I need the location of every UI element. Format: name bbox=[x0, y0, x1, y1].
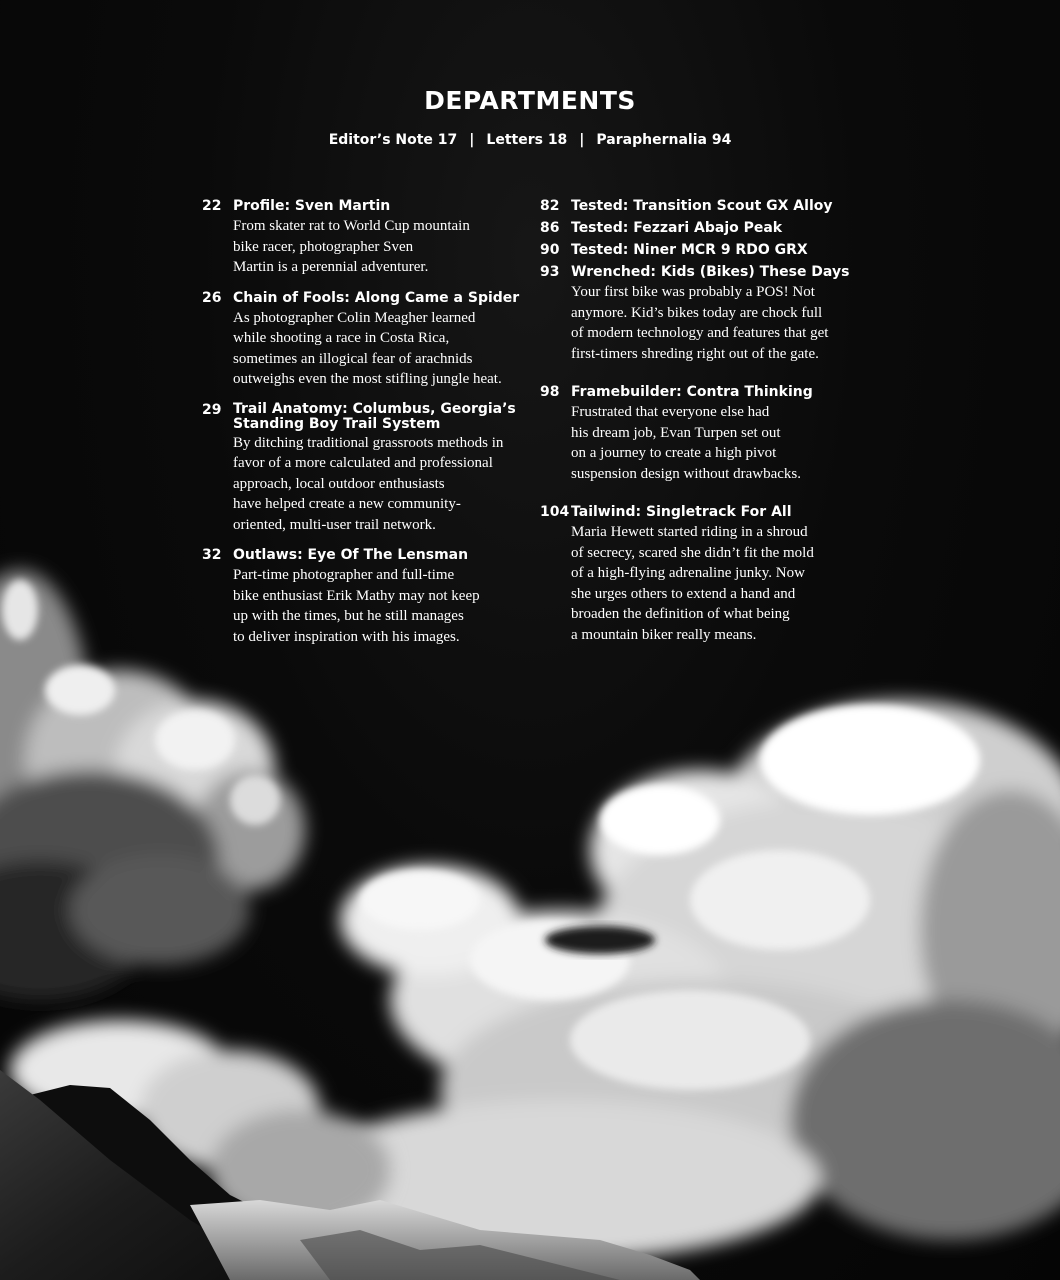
department-links bbox=[0, 132, 1060, 148]
page-number: 26 bbox=[202, 289, 222, 306]
description-line: favor of a more calculated and professional bbox=[233, 455, 493, 471]
entry-title-line: Trail Anatomy: Columbus, Georgia’s bbox=[233, 400, 516, 417]
toc-entry-trail-anatomy[interactable] bbox=[202, 402, 532, 536]
entry-title-line: Standing Boy Trail System bbox=[233, 415, 441, 432]
description-line: broaden the definition of what being bbox=[571, 606, 790, 622]
left-column bbox=[202, 198, 532, 647]
description-line: From skater rat to World Cup mountain bbox=[233, 218, 470, 234]
description-line: of modern technology and features that get bbox=[571, 325, 829, 341]
entry-title: Tailwind: Singletrack For All bbox=[571, 504, 792, 520]
toc-entry-profile[interactable] bbox=[202, 198, 532, 278]
toc-entry-tailwind[interactable] bbox=[540, 504, 870, 645]
description-line: have helped create a new community- bbox=[233, 496, 461, 512]
page-number: 32 bbox=[202, 547, 222, 563]
description-line: As photographer Colin Meagher learned bbox=[233, 309, 476, 326]
editors-note-link[interactable]: Editor’s Note 17 bbox=[328, 132, 458, 148]
entry-title: Tested: Transition Scout GX Alloy bbox=[571, 198, 833, 214]
toc-entry-niner[interactable] bbox=[540, 242, 870, 259]
entry-title: Outlaws: Eye Of The Lensman bbox=[233, 547, 469, 563]
page-number: 29 bbox=[202, 401, 222, 418]
description-line: bike enthusiast Erik Mathy may not keep bbox=[233, 587, 480, 604]
description-line: Martin is a perennial adventurer. bbox=[233, 259, 429, 275]
description-line: By ditching traditional grassroots methods in bbox=[233, 434, 504, 451]
entry-title: Tested: Niner MCR 9 RDO GRX bbox=[571, 242, 808, 258]
description-line: oriented, multi-user trail network. bbox=[233, 516, 436, 533]
description-line: up with the times, but he still manages bbox=[233, 608, 464, 624]
description-line: first-timers shreding right out of the gate. bbox=[571, 345, 819, 362]
entry-description bbox=[233, 565, 532, 647]
description-line: his dream job, Evan Turpen set out bbox=[571, 424, 781, 441]
description-line: to deliver inspiration with his images. bbox=[233, 628, 460, 645]
page-number: 22 bbox=[202, 198, 222, 214]
description-line: suspension design without drawbacks. bbox=[571, 465, 801, 482]
description-line: Maria Hewett started riding in a shroud bbox=[571, 524, 808, 540]
description-line: she urges others to extend a hand and bbox=[571, 585, 796, 602]
description-line: of secrecy, scared she didn’t fit the mold bbox=[571, 544, 814, 561]
entry-description bbox=[571, 282, 870, 364]
description-line: Frustrated that everyone else had bbox=[571, 404, 770, 420]
entry-title: Tested: Fezzari Abajo Peak bbox=[571, 220, 783, 236]
entry-description bbox=[233, 433, 532, 536]
page-number: 90 bbox=[540, 242, 560, 258]
entry-description bbox=[571, 402, 870, 484]
entry-description bbox=[233, 216, 532, 278]
letters-link[interactable]: Letters 18 bbox=[486, 132, 568, 148]
description-line: while shooting a race in Costa Rica, bbox=[233, 330, 450, 346]
description-line: on a journey to create a high pivot bbox=[571, 445, 777, 461]
toc-entry-outlaws[interactable] bbox=[202, 547, 532, 647]
page-number: 98 bbox=[540, 384, 560, 400]
toc-entry-transition-scout[interactable] bbox=[540, 198, 870, 215]
description-line: approach, local outdoor enthusiasts bbox=[233, 475, 445, 492]
page-number: 93 bbox=[540, 264, 560, 280]
toc-entry-fezzari[interactable] bbox=[540, 220, 870, 237]
entry-title: Framebuilder: Contra Thinking bbox=[571, 384, 813, 400]
entry-description bbox=[233, 308, 532, 390]
page-title: DEPARTMENTS bbox=[424, 86, 636, 115]
description-line: anymore. Kid’s bikes today are chock full bbox=[571, 304, 823, 321]
description-line: Your first bike was probably a POS! Not bbox=[571, 284, 815, 300]
description-line: outweighs even the most stifling jungle heat. bbox=[233, 371, 502, 387]
page-number: 104 bbox=[540, 504, 570, 520]
description-line: sometimes an illogical fear of arachnids bbox=[233, 350, 473, 367]
separator: | bbox=[579, 132, 585, 148]
description-line: of a high-flying adrenaline junky. Now bbox=[571, 565, 805, 581]
entry-title: Profile: Sven Martin bbox=[233, 198, 391, 214]
cloud-gap bbox=[545, 926, 655, 954]
description-line: bike racer, photographer Sven bbox=[233, 238, 414, 255]
entry-title bbox=[233, 402, 532, 432]
toc-entry-wrenched[interactable] bbox=[540, 264, 870, 364]
separator: | bbox=[469, 132, 475, 148]
description-line: a mountain biker really means. bbox=[571, 626, 757, 643]
right-column bbox=[540, 198, 870, 645]
page-number: 86 bbox=[540, 220, 560, 236]
toc-entry-chain-of-fools[interactable] bbox=[202, 290, 532, 390]
toc-entry-framebuilder[interactable] bbox=[540, 384, 870, 484]
page-number: 82 bbox=[540, 198, 560, 214]
paraphernalia-link[interactable]: Paraphernalia 94 bbox=[596, 132, 732, 148]
description-line: Part-time photographer and full-time bbox=[233, 567, 455, 583]
entry-title: Chain of Fools: Along Came a Spider bbox=[233, 289, 520, 306]
entry-title: Wrenched: Kids (Bikes) These Days bbox=[571, 264, 850, 280]
entry-description bbox=[571, 522, 870, 645]
